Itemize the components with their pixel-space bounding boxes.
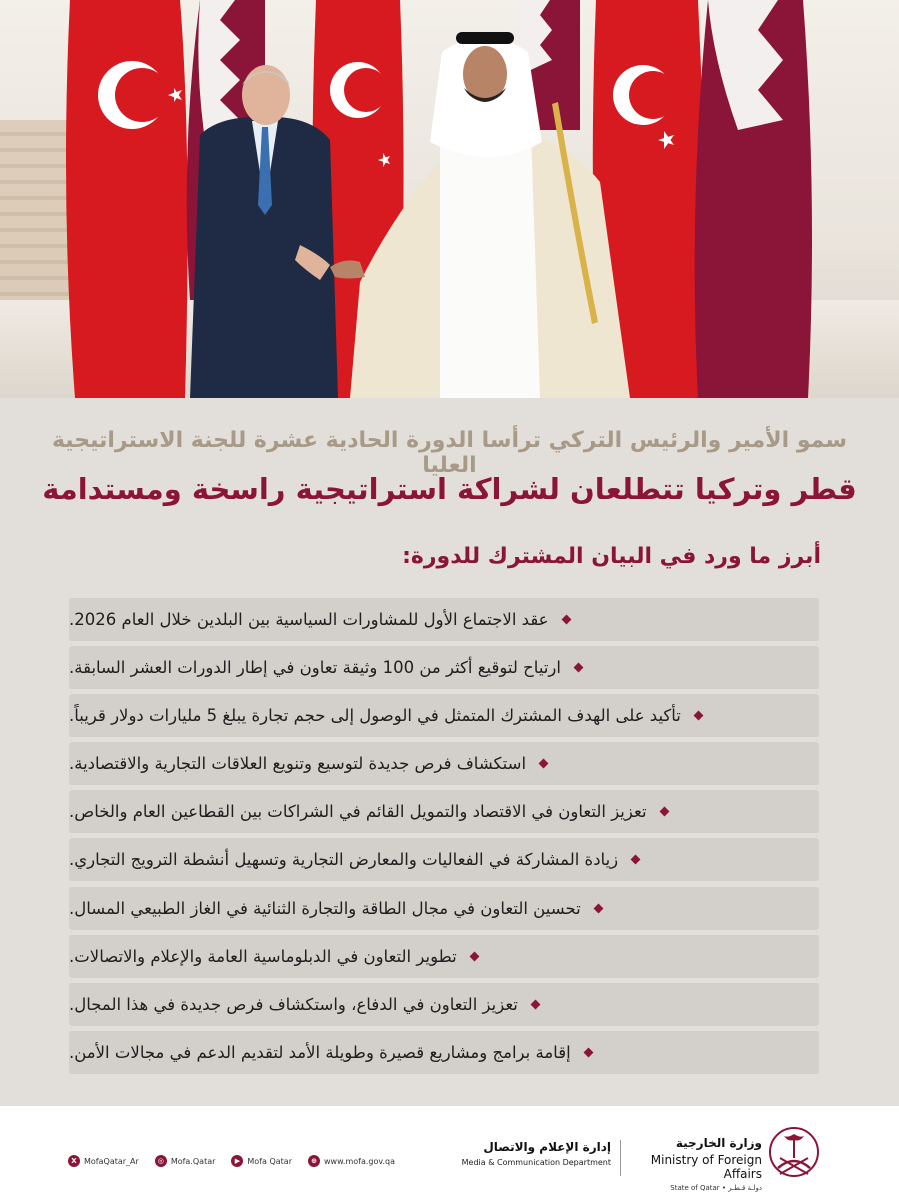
list-item: [69, 598, 819, 641]
social-link-website[interactable]: [308, 1155, 395, 1167]
point-text: تأكيد على الهدف المشترك المتمثل في الوصول إلى حجم تجارة يبلغ 5 مليارات دولار قريباً.: [69, 706, 681, 726]
point-text: تطوير التعاون في الدبلوماسية العامة والإعلام والاتصالات.: [69, 946, 457, 966]
point-text: استكشاف فرص جديدة لتوسيع وتنويع العلاقات التجارية والاقتصادية.: [69, 754, 527, 774]
diamond-bullet-icon: [659, 807, 669, 817]
diamond-bullet-icon: [561, 615, 571, 625]
subtitle: سمو الأمير والرئيس التركي ترأسا الدورة الحادية عشرة للجنة الاستراتيجية العليا: [51, 428, 848, 478]
state-of-qatar: State of Qatar • دولـة قـطـر: [670, 1184, 762, 1192]
diamond-bullet-icon: [539, 759, 549, 769]
list-item: [69, 838, 819, 881]
turkey-flag: [60, 0, 195, 398]
point-text: تعزيز التعاون في الاقتصاد والتمويل القائم في الشراكات بين القطاعين العام والخاص.: [69, 802, 647, 822]
point-text: ارتياح لتوقيع أكثر من 100 وثيقة تعاون في إطار الدورات العشر السابقة.: [69, 658, 561, 678]
list-item: [69, 694, 819, 737]
page-title: قطر وتركيا تتطلعان لشراكة استراتيجية راسخة ومستدامة: [42, 472, 857, 506]
ministry-english: Ministry of Foreign Affairs: [650, 1153, 762, 1181]
diamond-bullet-icon: [593, 903, 603, 913]
point-text: زيادة المشاركة في الفعاليات والمعارض التجارية وتسهيل أنشطة الترويج التجاري.: [69, 850, 619, 870]
department-english: Media & Communication Department: [461, 1158, 611, 1167]
list-item: [69, 646, 819, 689]
social-links: [68, 1155, 395, 1167]
qatar-flag: [688, 0, 818, 398]
social-handle: Mofa Qatar: [247, 1156, 292, 1166]
footer-divider: [620, 1140, 621, 1176]
youtube-icon: ▶: [231, 1155, 243, 1167]
website-url: www.mofa.gov.qa: [324, 1156, 395, 1166]
ministry-label: [626, 1136, 762, 1192]
social-link-youtube[interactable]: [231, 1155, 292, 1167]
statement-heading: أبرز ما ورد في البيان المشترك للدورة:: [402, 544, 821, 569]
list-item: [69, 742, 819, 785]
point-text: عقد الاجتماع الأول للمشاورات السياسية بين البلدين خلال العام 2026.: [69, 610, 549, 629]
ministry-arabic: وزارة الخارجية: [675, 1136, 762, 1150]
diamond-bullet-icon: [693, 711, 703, 721]
qatar-emblem-icon: [768, 1124, 820, 1184]
x-icon: X: [68, 1155, 80, 1167]
hero-photo: [0, 0, 899, 398]
list-item: [69, 1031, 819, 1074]
globe-icon: ⊕: [308, 1155, 320, 1167]
list-item: [69, 935, 819, 978]
point-text: تحسين التعاون في مجال الطاقة والتجارة الثنائية في الغاز الطبيعي المسال.: [69, 898, 581, 918]
list-item: [69, 790, 819, 833]
diamond-bullet-icon: [574, 663, 584, 673]
instagram-icon: ◎: [155, 1155, 167, 1167]
point-text: تعزيز التعاون في الدفاع، واستكشاف فرص جديدة في هذا المجال.: [69, 994, 518, 1014]
department-label: [456, 1140, 611, 1167]
point-text: إقامة برامج ومشاريع قصيرة وطويلة الأمد لتقديم الدعم في مجالات الأمن.: [69, 1042, 571, 1062]
diamond-bullet-icon: [583, 1047, 593, 1057]
social-link-x[interactable]: [68, 1155, 139, 1167]
list-item: [69, 887, 819, 930]
list-item: [69, 983, 819, 1026]
turkish-president-figure: [180, 55, 350, 398]
social-handle: MofaQatar_Ar: [84, 1156, 139, 1166]
social-link-instagram[interactable]: [155, 1155, 216, 1167]
diamond-bullet-icon: [631, 855, 641, 865]
emir-figure: [330, 22, 630, 398]
diamond-bullet-icon: [469, 951, 479, 961]
diamond-bullet-icon: [530, 999, 540, 1009]
footer: [0, 1106, 899, 1200]
statement-points-list: [69, 598, 819, 1079]
department-arabic: إدارة الإعلام والاتصال: [483, 1140, 611, 1154]
social-handle: Mofa.Qatar: [170, 1156, 216, 1166]
